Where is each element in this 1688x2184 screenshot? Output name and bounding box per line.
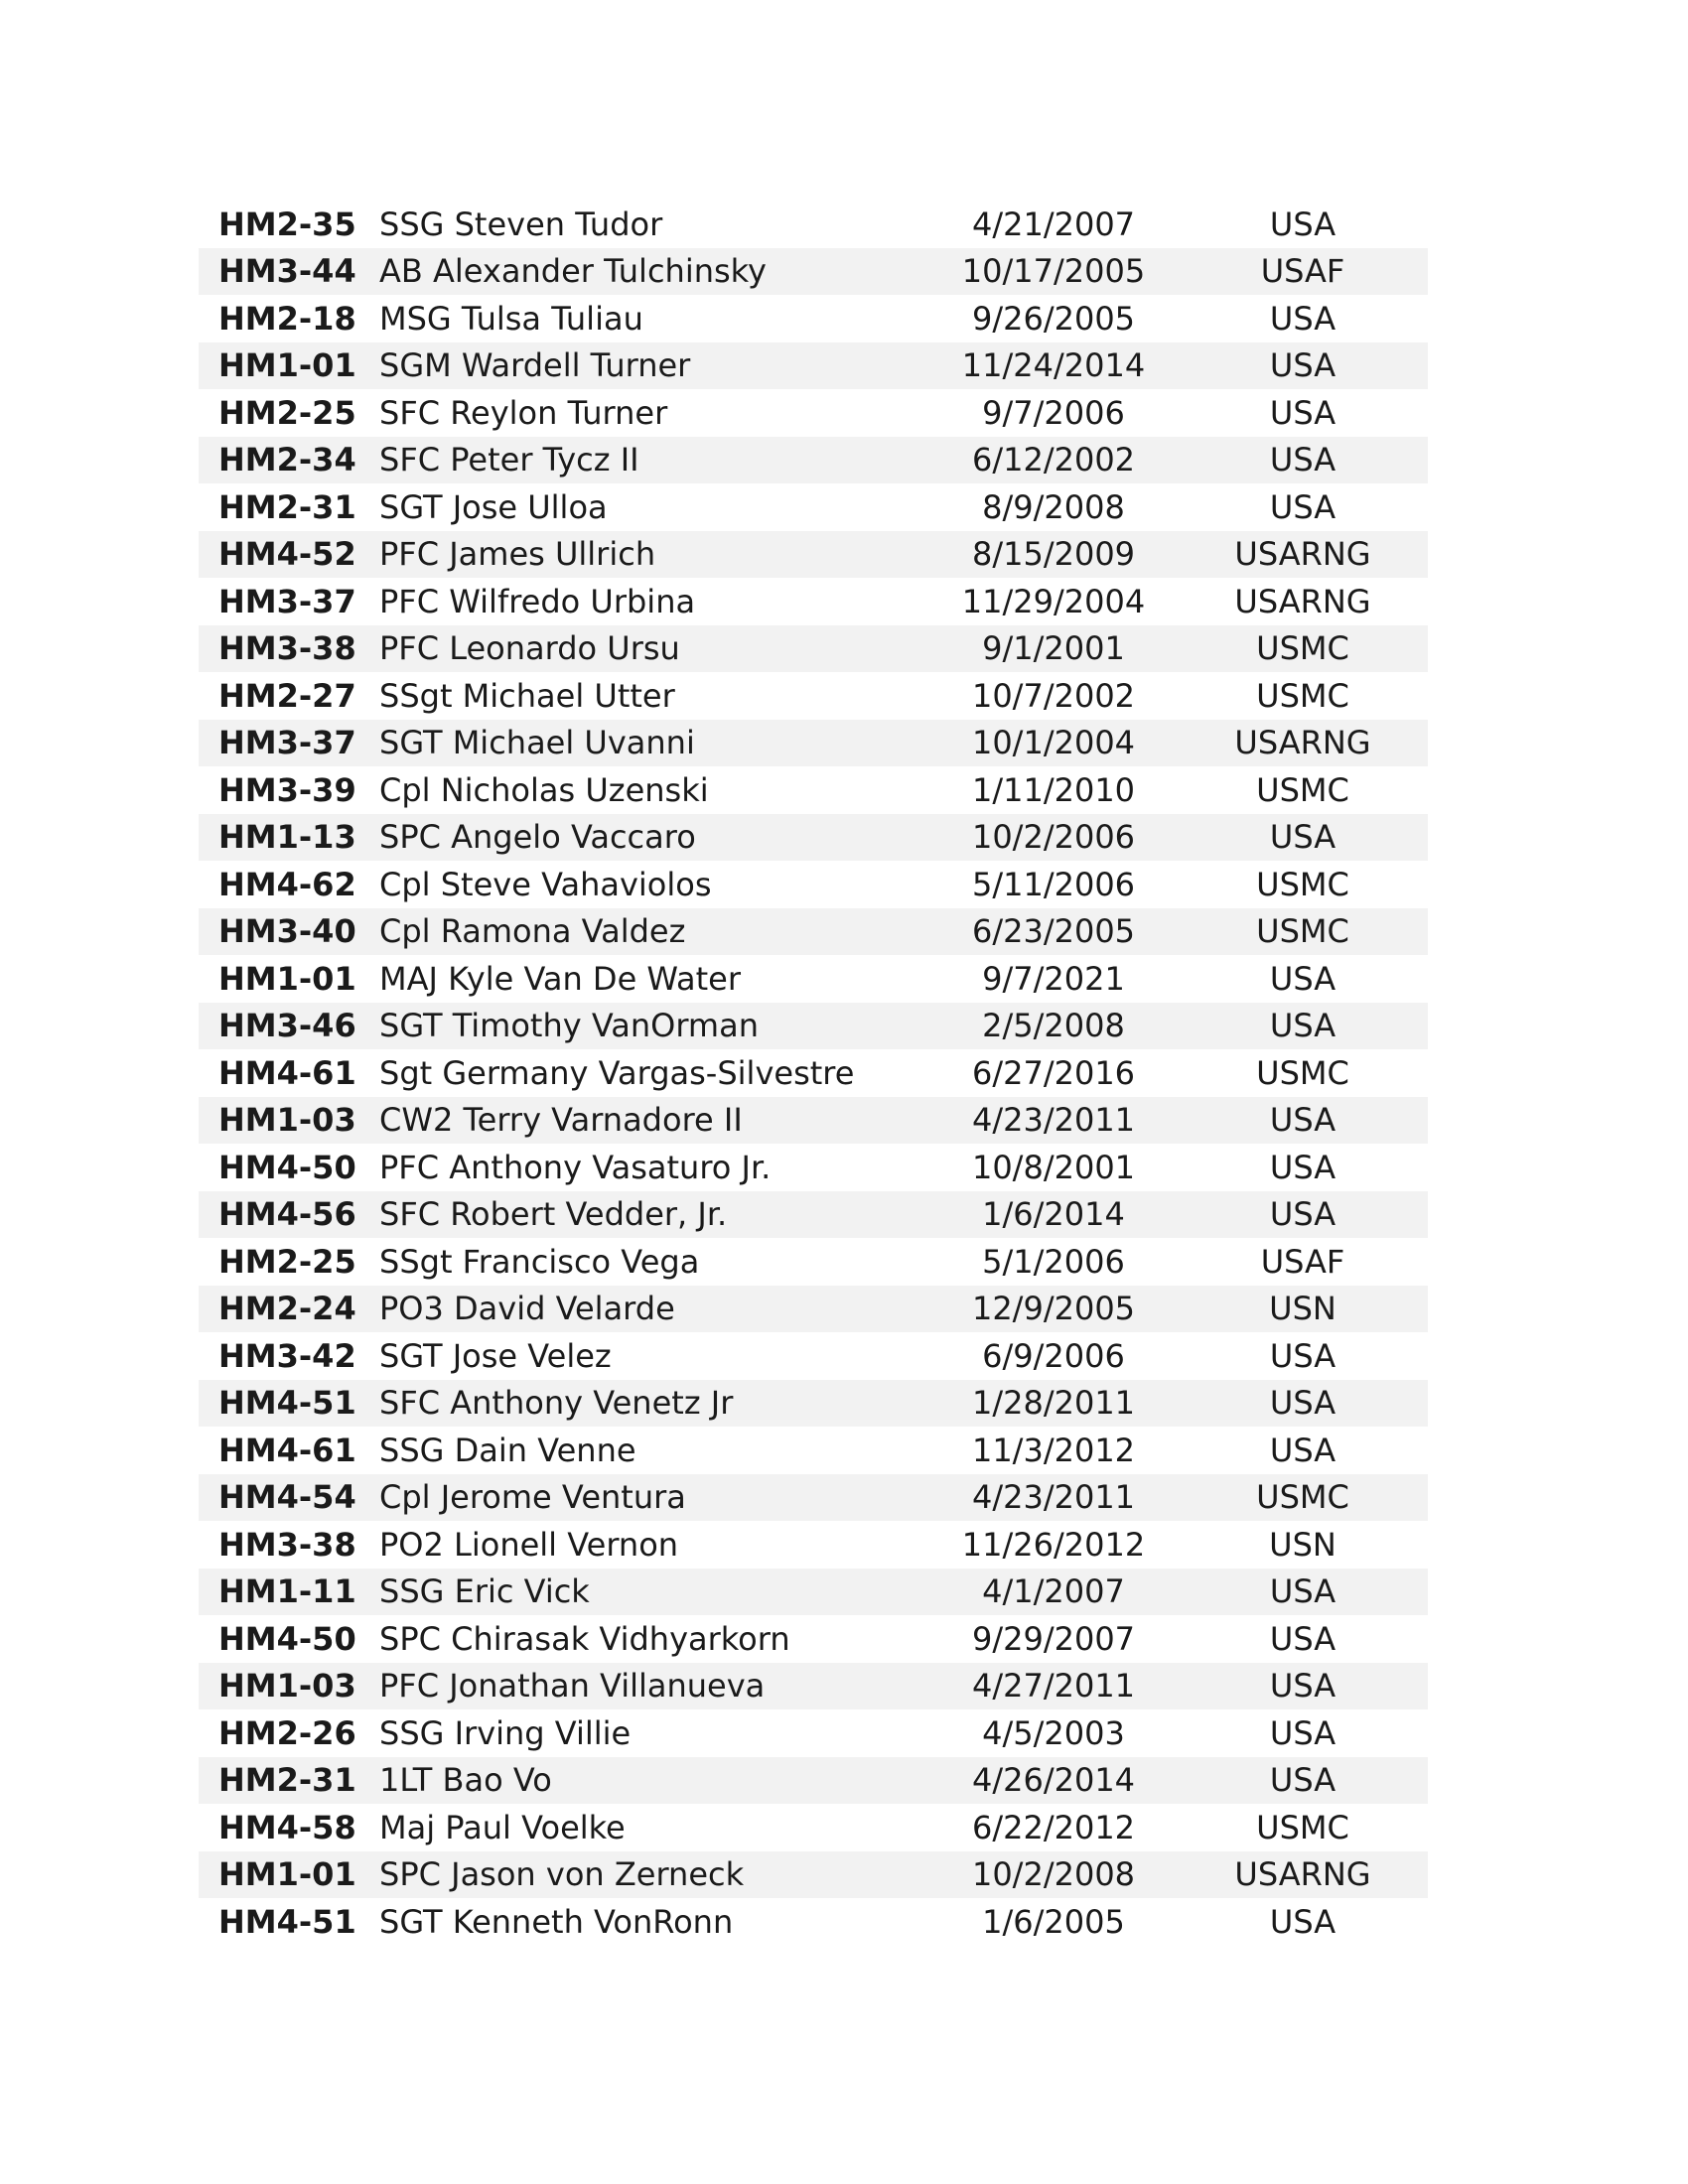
date: 8/9/2008 [982, 487, 1125, 526]
branch: USA [1269, 959, 1336, 998]
date: 4/23/2011 [971, 1478, 1136, 1517]
branch: USN [1269, 1525, 1336, 1564]
branch: USMC [1256, 770, 1349, 809]
service-member-name: SFC Robert Vedder, Jr. [379, 1195, 728, 1234]
panel-code: HM3-42 [218, 1336, 356, 1375]
panel-code: HM1-01 [218, 346, 356, 385]
branch: USMC [1256, 629, 1349, 668]
panel-code: HM2-27 [218, 676, 356, 715]
table-row [199, 1380, 1428, 1428]
branch: USARNG [1234, 724, 1371, 762]
service-member-name: Cpl Nicholas Uzenski [379, 770, 709, 809]
date: 6/9/2006 [982, 1336, 1125, 1375]
date: 2/5/2008 [982, 1007, 1125, 1045]
panel-code: HM4-50 [218, 1619, 356, 1658]
branch: USA [1269, 1761, 1336, 1800]
date: 9/26/2005 [971, 299, 1136, 338]
branch: USA [1269, 299, 1336, 338]
table-row [199, 1851, 1428, 1899]
service-member-name: SGT Michael Uvanni [379, 724, 695, 762]
table-row [199, 955, 1428, 1003]
table-row [199, 1049, 1428, 1097]
date: 10/17/2005 [961, 252, 1146, 291]
table-row [199, 1709, 1428, 1757]
panel-code: HM1-03 [218, 1667, 356, 1706]
table-row [199, 201, 1428, 248]
panel-code: HM2-26 [218, 1713, 356, 1752]
service-member-name: Maj Paul Voelke [379, 1808, 626, 1846]
table-row [199, 389, 1428, 437]
service-member-name: PO3 David Velarde [379, 1290, 675, 1328]
service-member-name: SPC Angelo Vaccaro [379, 818, 696, 857]
table-row [199, 1144, 1428, 1191]
branch: USARNG [1234, 1855, 1371, 1894]
date: 10/2/2008 [971, 1855, 1136, 1894]
branch: USA [1269, 346, 1336, 385]
date: 10/1/2004 [971, 724, 1136, 762]
table-row [199, 1191, 1428, 1239]
table-row [199, 908, 1428, 956]
branch: USA [1269, 1148, 1336, 1186]
table-row [199, 1427, 1428, 1474]
branch: USA [1269, 487, 1336, 526]
panel-code: HM4-54 [218, 1478, 356, 1517]
branch: USA [1269, 818, 1336, 857]
service-member-name: PFC Jonathan Villanueva [379, 1667, 766, 1706]
branch: USA [1269, 1336, 1336, 1375]
date: 8/15/2009 [971, 535, 1136, 574]
table-row [199, 248, 1428, 296]
panel-code: HM3-40 [218, 912, 356, 951]
service-member-name: MAJ Kyle Van De Water [379, 959, 742, 998]
panel-code: HM4-61 [218, 1053, 356, 1092]
branch: USA [1269, 205, 1336, 243]
date: 10/8/2001 [971, 1148, 1136, 1186]
panel-code: HM3-39 [218, 770, 356, 809]
date: 5/11/2006 [971, 865, 1136, 903]
branch: USN [1269, 1290, 1336, 1328]
panel-code: HM4-51 [218, 1384, 356, 1423]
service-member-name: 1LT Bao Vo [379, 1761, 552, 1800]
table-row [199, 1898, 1428, 1946]
panel-code: HM1-01 [218, 959, 356, 998]
panel-code: HM4-62 [218, 865, 356, 903]
date: 11/3/2012 [971, 1431, 1136, 1469]
table-row [199, 672, 1428, 720]
service-member-name: SPC Chirasak Vidhyarkorn [379, 1619, 790, 1658]
table-row [199, 342, 1428, 390]
table-row [199, 861, 1428, 908]
table-row [199, 1097, 1428, 1145]
panel-code: HM3-46 [218, 1007, 356, 1045]
date: 11/24/2014 [961, 346, 1146, 385]
panel-code: HM4-51 [218, 1902, 356, 1941]
table-row [199, 578, 1428, 625]
panel-code: HM3-37 [218, 724, 356, 762]
date: 6/23/2005 [971, 912, 1136, 951]
branch: USA [1269, 1619, 1336, 1658]
service-member-name: SSG Irving Villie [379, 1713, 632, 1752]
panel-code: HM2-34 [218, 441, 356, 479]
table-row [199, 1474, 1428, 1522]
branch: USA [1269, 1902, 1336, 1941]
date: 1/28/2011 [971, 1384, 1136, 1423]
service-member-name: PFC Wilfredo Urbina [379, 582, 696, 620]
panel-code: HM1-01 [218, 1855, 356, 1894]
table-row [199, 1757, 1428, 1805]
service-member-name: SGT Timothy VanOrman [379, 1007, 759, 1045]
date: 4/21/2007 [971, 205, 1136, 243]
panel-code: HM4-61 [218, 1431, 356, 1469]
branch: USA [1269, 1713, 1336, 1752]
date: 1/6/2014 [982, 1195, 1125, 1234]
branch: USMC [1256, 1808, 1349, 1846]
date: 6/12/2002 [971, 441, 1136, 479]
panel-code: HM2-35 [218, 205, 356, 243]
panel-code: HM1-03 [218, 1101, 356, 1140]
panel-code: HM2-31 [218, 1761, 356, 1800]
service-member-name: SSG Steven Tudor [379, 205, 663, 243]
service-member-name: PFC James Ullrich [379, 535, 656, 574]
branch: USMC [1256, 865, 1349, 903]
branch: USA [1269, 441, 1336, 479]
panel-code: HM2-24 [218, 1290, 356, 1328]
service-member-name: Sgt Germany Vargas-Silvestre [379, 1053, 855, 1092]
date: 10/7/2002 [971, 676, 1136, 715]
branch: USA [1269, 1667, 1336, 1706]
panel-code: HM3-38 [218, 629, 356, 668]
date: 4/27/2011 [971, 1667, 1136, 1706]
branch: USMC [1256, 1478, 1349, 1517]
panel-code: HM1-13 [218, 818, 356, 857]
service-member-name: SSgt Francisco Vega [379, 1242, 700, 1281]
panel-code: HM1-11 [218, 1572, 356, 1611]
service-member-name: AB Alexander Tulchinsky [379, 252, 767, 291]
table-row [199, 720, 1428, 767]
panel-code: HM2-31 [218, 487, 356, 526]
service-member-name: SSgt Michael Utter [379, 676, 675, 715]
table-row [199, 1286, 1428, 1333]
date: 9/7/2006 [982, 393, 1125, 432]
date: 4/23/2011 [971, 1101, 1136, 1140]
branch: USA [1269, 1101, 1336, 1140]
service-member-name: SFC Peter Tycz II [379, 441, 639, 479]
table-row [199, 1238, 1428, 1286]
service-member-name: SPC Jason von Zerneck [379, 1855, 745, 1894]
date: 4/1/2007 [982, 1572, 1125, 1611]
panel-code: HM4-56 [218, 1195, 356, 1234]
date: 11/29/2004 [961, 582, 1146, 620]
branch: USA [1269, 1195, 1336, 1234]
panel-code: HM2-18 [218, 299, 356, 338]
panel-code: HM3-37 [218, 582, 356, 620]
table-row [199, 437, 1428, 484]
date: 9/1/2001 [982, 629, 1125, 668]
date: 9/29/2007 [971, 1619, 1136, 1658]
date: 6/22/2012 [971, 1808, 1136, 1846]
service-member-name: SFC Anthony Venetz Jr [379, 1384, 734, 1423]
date: 9/7/2021 [982, 959, 1125, 998]
panel-code: HM4-58 [218, 1808, 356, 1846]
date: 4/26/2014 [971, 1761, 1136, 1800]
branch: USAF [1260, 252, 1345, 291]
date: 4/5/2003 [982, 1713, 1125, 1752]
date: 1/6/2005 [982, 1902, 1125, 1941]
branch: USA [1269, 393, 1336, 432]
branch: USA [1269, 1431, 1336, 1469]
service-member-name: SSG Eric Vick [379, 1572, 590, 1611]
table-row [199, 1569, 1428, 1616]
service-member-name: PFC Leonardo Ursu [379, 629, 680, 668]
branch: USA [1269, 1007, 1336, 1045]
table-row [199, 1521, 1428, 1569]
branch: USARNG [1234, 582, 1371, 620]
table-row [199, 766, 1428, 814]
branch: USAF [1260, 1242, 1345, 1281]
panel-code: HM4-52 [218, 535, 356, 574]
service-member-name: SGM Wardell Turner [379, 346, 691, 385]
date: 1/11/2010 [971, 770, 1136, 809]
service-member-name: SGT Jose Velez [379, 1336, 612, 1375]
service-member-name: CW2 Terry Varnadore II [379, 1101, 743, 1140]
service-member-name: Cpl Jerome Ventura [379, 1478, 686, 1517]
date: 6/27/2016 [971, 1053, 1136, 1092]
panel-code: HM3-44 [218, 252, 356, 291]
service-member-name: SGT Jose Ulloa [379, 487, 608, 526]
panel-code: HM4-50 [218, 1148, 356, 1186]
date: 5/1/2006 [982, 1242, 1125, 1281]
table-row [199, 295, 1428, 342]
branch: USMC [1256, 1053, 1349, 1092]
branch: USMC [1256, 676, 1349, 715]
service-member-name: Cpl Steve Vahaviolos [379, 865, 712, 903]
branch: USA [1269, 1572, 1336, 1611]
table-row [199, 1804, 1428, 1851]
branch: USMC [1256, 912, 1349, 951]
table-row [199, 625, 1428, 673]
branch: USA [1269, 1384, 1336, 1423]
table-row [199, 1615, 1428, 1663]
panel-code: HM3-38 [218, 1525, 356, 1564]
service-member-name: SFC Reylon Turner [379, 393, 668, 432]
branch: USARNG [1234, 535, 1371, 574]
service-member-name: SGT Kenneth VonRonn [379, 1902, 734, 1941]
date: 10/2/2006 [971, 818, 1136, 857]
table-row [199, 1332, 1428, 1380]
table-row [199, 531, 1428, 579]
date: 11/26/2012 [961, 1525, 1146, 1564]
table-row [199, 1663, 1428, 1710]
roster-table [199, 201, 1428, 1946]
panel-code: HM2-25 [218, 1242, 356, 1281]
table-row [199, 814, 1428, 862]
service-member-name: MSG Tulsa Tuliau [379, 299, 643, 338]
date: 12/9/2005 [971, 1290, 1136, 1328]
service-member-name: SSG Dain Venne [379, 1431, 636, 1469]
service-member-name: PFC Anthony Vasaturo Jr. [379, 1148, 772, 1186]
service-member-name: Cpl Ramona Valdez [379, 912, 686, 951]
service-member-name: PO2 Lionell Vernon [379, 1525, 679, 1564]
table-row [199, 483, 1428, 531]
table-row [199, 1003, 1428, 1050]
panel-code: HM2-25 [218, 393, 356, 432]
